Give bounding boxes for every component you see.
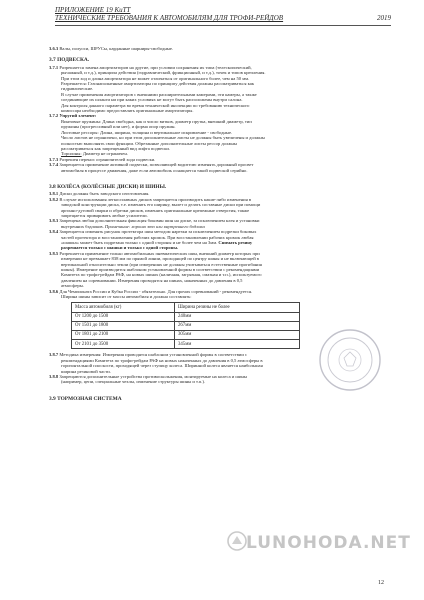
clause-text-line: Листовые рессоры: Длина, ширина, толщина и вертикальное искривление - свободные. [61, 129, 233, 135]
clause-text-line: Ширина шины зависит от массы автомобиля и должна составлять: [61, 294, 192, 300]
clause-text-line: ширина резиновой части. [61, 368, 111, 374]
clause-3-8-4: 3.8.4 Запрещается изменять рисунок протектора шин методом нарезки за исключением подрезки боковых [49, 229, 257, 235]
table-cell: 345мм [175, 340, 300, 349]
clause-text-line: горизонтальной плоскости, проходящей через ступицу колеса. Ширинной колеса является наибольшая [61, 363, 263, 369]
header-rule [55, 25, 391, 26]
table-row [72, 340, 300, 349]
clause-text-line: атмосферы. [61, 283, 84, 289]
clause-3-8-2: 3.8.2 В случае использования легкосплавных дисков запрещается производить какие-либо изменения в [49, 196, 252, 202]
table-cell: 305мм [175, 331, 300, 340]
clause-3-8-3: 3.8.3 Запрещена любая дополнительная фиксация боковин шин на диске, за исключением клея и установки [49, 218, 260, 224]
clause-text-line: измерении не превышает 838 мм по прямой линии, проходящей по центру шины и не включающей в [61, 256, 259, 262]
table-row [72, 331, 300, 340]
clause-text-line: Разрешается: Газонаполненные амортизаторы по принципу действия должны рассматриваться как [61, 81, 255, 87]
clause-3-8-1: 3.8.1 Диски должны быть заводского изготовления. [49, 191, 150, 197]
table-cell: От 1200 до 1500 [72, 312, 175, 321]
clause-text-line: разрешается только с шашки и только с одной стороны. [61, 245, 179, 251]
table-cell: От 2101 до 3500 [72, 340, 175, 349]
header-title: ТЕХНИЧЕСКИЕ ТРЕБОВАНИЯ К АВТОМОБИЛЯМ ДЛЯ ТРОФИ-РЕЙДОВ [55, 14, 284, 22]
clause-text-line: рычажный, и т.д.), принципа действия (гидравлический, фрикционный, и т.д.), точек и типов крепления. [61, 70, 266, 76]
tire-width-table [71, 302, 300, 349]
clause-text-line: давлением на соревновании. Измерения проводятся на шинах, накаченных до давления в 0,5 [61, 277, 243, 283]
clause-text-line: Торсионы: Диаметр не ограничен. [61, 151, 128, 157]
clause-3-6-3: 3.6.3 Валы, полуоси, ШРУСы, карданные шарниры-свободные. [49, 46, 174, 51]
clause-text-line: «шашка» может быть подрезана только с одной стороны и не более чем на 3мм. Снимать резину [61, 240, 253, 245]
clause-3-8-8: 3.8.8 Запрещаются дополнительные устройства противоскольжения, монтируемые на колеса и шины [49, 374, 247, 380]
clause-3-7-3: 3.7.3 Разрешен перенос ограничителей хода подвески. [49, 156, 156, 162]
running-header [55, 6, 391, 22]
table-header-cell: Масса автомобиля (кг) [72, 303, 175, 312]
clause-3-8-6: 3.8.6 Для Чемпионата России и Кубка России - обязательно. Для прочих соревнований - рекомендуется. [49, 288, 253, 294]
clause-3-7-1: 3.7.1 Разрешается замена амортизаторов на другие, при условии сохранения их типа (телескопический, [49, 64, 252, 70]
section-3-8-title: 3.8 КОЛЁСА (КОЛЁСНЫЕ ДИСКИ) И ШИНЫ. [49, 183, 167, 190]
clause-3-7-2: 3.7.2 Упругий элемент: [49, 113, 97, 119]
clause-text-line: заводской конструкции диска, т.е. изменять его ширину, вылет и делать составные диски при помощи [61, 202, 261, 208]
header-year: 2019 [377, 14, 391, 22]
table-cell: 267мм [175, 321, 300, 330]
clause-text-line: запрещается приваривать любые усилители. [61, 212, 148, 218]
clause-text-line: аргонно-дуговой сварки и обрезки дисков, изменять оригинальные крепежные отверстия, также [61, 207, 250, 213]
official-stamp-icon [318, 328, 382, 392]
table-cell: От 1801 до 2100 [72, 331, 175, 340]
clause-text-line: внутренних бэдлоков. Примечание: хорошо это или внутреннего бэдлока [61, 223, 205, 229]
clause-text-line: При этом ход и длина амортизатора не может отличаться от оригинального более, чем на 50 мм. [61, 75, 250, 81]
clause-text-line: Винтовые пружины: Длина свободна, как и число витков, диаметр прутка, внешний диаметр, тип [61, 118, 252, 124]
clause-text-line: шины). Измерение производится шаблоном установленной формы в соответствии с рекомендациями [61, 267, 260, 273]
clause-3-8-5: 3.8.5 Разрешается применение только автомобильных пневматических шин, внешний диаметр которых при [49, 250, 260, 256]
table-row [72, 321, 300, 330]
clause-text-line: соединяющие их шланги ни при каких условиях не могут быть расположены внутри салона. [61, 97, 243, 103]
header-appendix: ПРИЛОЖЕНИЕ 19 КиТТ [55, 6, 131, 14]
clause-text-line: пружины (прогрессивный или нет), и форма опор пружин. [61, 124, 176, 130]
table-cell: От 1501 до 1800 [72, 321, 175, 330]
page-number: 12 [378, 580, 384, 586]
clause-text-line: Число листов не ограничено, но при этом дополнительные листы не должны быть увеличены и должны [61, 135, 265, 141]
section-3-9-title: 3.9 ТОРМОЗНАЯ СИСТЕМА [49, 395, 122, 402]
clause-text-line: частей протектора и восстановления рабочих кромок. При восстановлении рабочих кромок любая [61, 234, 254, 240]
clause-text-line: В случае применения амортизаторов с внешними расширительными камерами, эти камеры, а также [61, 91, 257, 97]
clause-text-line: комиссара необходимо предоставлять оригинальные амортизаторы. [61, 108, 194, 114]
table-header-cell: Ширина резины не более [175, 303, 300, 312]
clause-3-8-7: 3.8.7 Методика измерения: Измерения проводятся шаблоном установленной формы в соответствии с [49, 352, 247, 358]
section-3-7-title: 3.7 ПОДВЕСКА. [49, 57, 90, 64]
table-cell: 240мм [175, 312, 300, 321]
table-header-row [72, 303, 300, 312]
table-row [72, 312, 300, 321]
clause-text-line: вертикальной относительно земли (при измерениях не должны учитываться естественные прогибания [61, 261, 262, 267]
clause-text-line: полностью выполнять свои функции. Обрезанные дополнительные листы рессор должны [61, 140, 237, 146]
clause-text-line: рекомендациями Комитета по трофи-рейдам РАФ на новых накаченных до давления в 0,5 атмосферы в [61, 357, 263, 363]
clause-text-line: Для контроля данного параметра во время технической инспекции по требованию технического [61, 102, 250, 108]
watermark: LUNOHODA.NET [246, 533, 411, 553]
clause-text-line: рассматриваться как запрещенный вид лифта подвески. [61, 145, 171, 151]
watermark-emblem-icon [226, 530, 248, 552]
clause-3-7-4: 3.7.4 Запрещается применение активной подвески, позволяющей водителю изменять дорожный просвет [49, 162, 254, 168]
clause-text-line: Комитета по трофи-рейдам РАФ, на новых шинах (наличная, загрязная, смазная и т.п.), используемого [61, 272, 262, 278]
clause-text-line: (например, цепи, специальные чехлы, изменение структуры шины и т.п.). [61, 379, 206, 385]
clause-text-line: автомобиля в процессе движения, даже если автомобиль оснащается такой подвеской серийно. [61, 167, 248, 173]
clause-text-line: гидравлические. [61, 86, 94, 92]
